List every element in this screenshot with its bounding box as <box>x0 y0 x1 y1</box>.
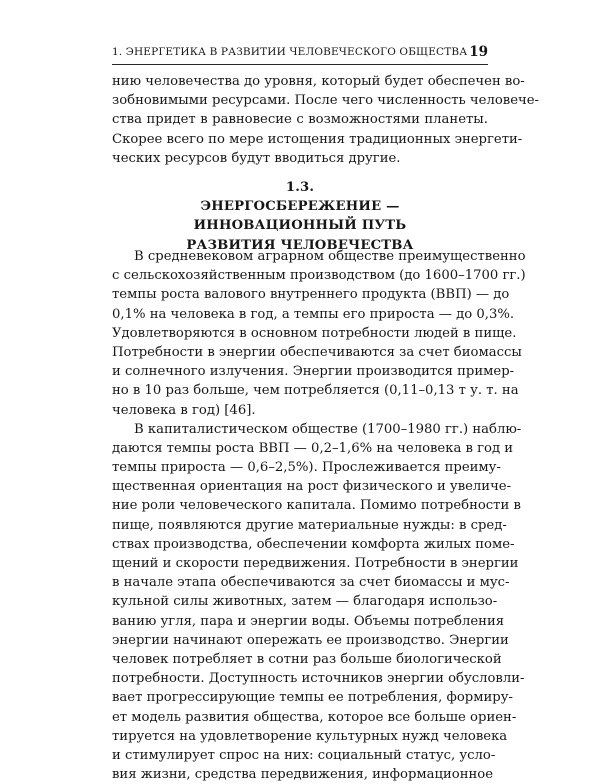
text-line: энергии начинают опережать ее производство. Энергии <box>112 632 509 648</box>
text-line: человека в год) [46]. <box>112 402 256 418</box>
text-line: В капиталистическом обществе (1700–1980 гг.) наблю- <box>134 421 522 437</box>
text-line: вия жизни, средства передвижения, информационное <box>112 767 494 783</box>
text-line: 0,1% на человека в год, а темпы его прироста — до 0,3%. <box>112 306 515 322</box>
section-heading <box>112 178 488 255</box>
text-line: ческих ресурсов будут вводиться другие. <box>112 150 401 166</box>
text-line: даются темпы роста ВВП — 0,2–1,6% на человека в год и <box>112 440 514 456</box>
text-line: с сельскохозяйственным производством (до 1600–1700 гг.) <box>112 268 526 284</box>
text-line: и солнечного излучения. Энергии производится пример- <box>112 364 515 380</box>
text-line: человек потребляет в сотни раз больше биологической <box>112 651 502 667</box>
text-line: Удовлетворяются в основном потребности людей в пище. <box>112 325 517 341</box>
text-line: в начале этапа обеспечиваются за счет биомассы и мус- <box>112 575 510 591</box>
text-line: Скорее всего по мере истощения традиционных энергети- <box>112 131 523 147</box>
text-line: щений и скорости передвижения. Потребности в энергии <box>112 556 519 571</box>
text-line: ства придет в равновесие с возможностями планеты. <box>112 112 488 128</box>
text-line: В средневековом аграрном обществе преимущественно <box>134 249 526 264</box>
text-line: Потребности в энергии обеспечиваются за счет биомассы <box>112 344 522 360</box>
text-line: зобновимыми ресурсами. После чего численность человече- <box>112 93 539 109</box>
header-rule <box>112 64 488 65</box>
text-line: ствах производства, обеспечении комфорта жилых поме- <box>112 536 515 552</box>
text-line: ванию угля, пара и энергии воды. Объемы потребления <box>112 613 505 629</box>
text-line: темпы роста валового внутреннего продукта (ВВП) — до <box>112 287 510 303</box>
continued-paragraph <box>112 72 539 168</box>
section-title-line: ЭНЕРГОСБЕРЕЖЕНИЕ — <box>200 199 400 215</box>
text-line: кульной силы животных, затем — благодаря использо- <box>112 594 498 610</box>
text-line: щественная ориентация на рост физического и увеличе- <box>112 479 512 495</box>
running-header <box>112 44 488 62</box>
text-line: вает прогрессирующие темпы ее потребления, формиру- <box>112 690 513 706</box>
body-text <box>112 247 526 784</box>
section-title-line: ИННОВАЦИОННЫЙ ПУТЬ <box>193 218 407 234</box>
text-line: ние роли человеческого капитала. Помимо потребности в <box>112 498 521 514</box>
text-line: пище, появляются другие материальные нужды: в сред- <box>112 517 507 533</box>
section-number: 1.3. <box>285 180 315 195</box>
text-line: ет модель развития общества, которое все больше ориен- <box>112 709 517 725</box>
section-title-line: РАЗВИТИЯ ЧЕЛОВЕЧЕСТВА <box>186 237 414 253</box>
running-title: 1. ЭНЕРГЕТИКА В РАЗВИТИИ ЧЕЛОВЕЧЕСКОГО ОБЩЕСТВА <box>112 46 468 58</box>
text-line: тируется на удовлетворение культурных нужд человека <box>112 728 508 744</box>
page-number: 19 <box>469 44 488 60</box>
text-line: но в 10 раз больше, чем потребляется (0,11–0,13 т у. т. на <box>112 383 519 399</box>
text-line: нию человечества до уровня, который будет обеспечен во- <box>112 74 525 89</box>
text-line: потребности. Доступность источников энергии обусловли- <box>112 671 525 687</box>
text-line: темпы прироста — 0,6–2,5%). Прослеживается преиму- <box>112 460 501 476</box>
text-line: и стимулирует спрос на них: социальный статус, усло- <box>112 747 496 763</box>
